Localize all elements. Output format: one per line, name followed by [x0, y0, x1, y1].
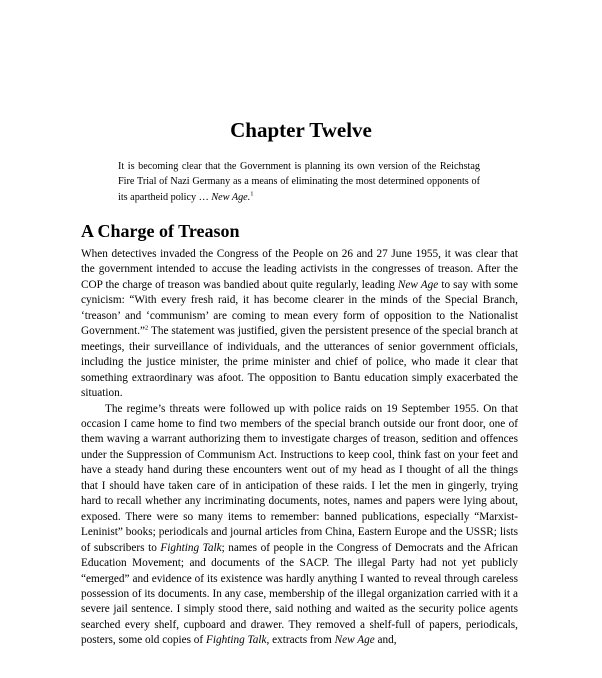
paragraph-1	[81, 247, 518, 402]
paragraph-1-text-c: The statement was justified, given the persistent presence of the special branch at meetings, their surveillance of individuals, and the utterances of senior government officials, including the justice minister, the prime minister and chief of police, who made it clear that something extraordinary was afoot. The opposition to Bantu education simply exacerbated the situation.	[81, 325, 518, 400]
paragraph-2-text-a: The regime’s threats were followed up with police raids on 19 September 1955. On that occasion I came home to find two members of the special branch outside our front door, one of them waving a warrant authorizing them to investigate charges of treason, sedition and offences under the Suppression of Communism Act. Instructions to keep cool, think fast on your feet and have a steady hand during these encounters went out of my head as I thought of all the things that I should have taken care of in anticipation of these raids. I let the men in gingerly, trying hard to recall whether any incriminating documents, notes, names and papers were lying about, exposed. There were so many items to remember: banned publications, especially “Marxist-Leninist” books; periodicals and journal articles from China, Eastern Europe and the USSR; lists of subscribers to	[81, 402, 518, 554]
footnote-marker-1: 1	[250, 190, 254, 198]
publication-title: Fighting Talk	[205, 634, 267, 647]
paragraph-1-text-b: to say with some cynicism: “With every fresh raid, it has become clearer in the minds of the Special Branch, ‘treason’ and ‘communism’ are coming to mean every form of opposition to the Nationalist Government.”	[81, 278, 518, 338]
publication-title: New Age	[334, 634, 375, 647]
epigraph-source: New Age.	[211, 191, 251, 203]
publication-title: New Age	[397, 278, 439, 291]
paragraph-2	[81, 402, 518, 649]
footnote-marker-2: 2	[145, 324, 149, 332]
epigraph	[118, 159, 480, 205]
paragraph-2-text-d: and,	[374, 634, 397, 647]
body-text	[81, 247, 518, 649]
publication-title: Fighting Talk	[160, 541, 222, 554]
section-title: A Charge of Treason	[81, 221, 240, 241]
paragraph-1-text-a: When detectives invaded the Congress of the People on 26 and 27 June 1955, it was clear that the government intended to accuse the leading activists in the congresses of treason. After the COP the charge of treason was bandied about quite regularly, leading	[81, 248, 518, 291]
paragraph-2-text-c: , extracts from	[266, 634, 335, 647]
paragraph-2-text-b: ; names of people in the Congress of Democrats and the African Education Movement; and documents of the SACP. The illegal Party had not yet publicly “emerged” and evidence of its existence was hardly anything I wanted to reveal through careless possession of its documents. In any case, membership of the illegal organization carried with it a severe jail sentence. I simply stood there, said nothing and waited as the security police agents searched every shelf, cupboard and drawer. They removed a shelf-full of papers, periodicals, posters, some old copies of	[81, 541, 518, 647]
epigraph-text: It is becoming clear that the Government is planning its own version of the Reichstag Fire Trial of Nazi Germany as a means of eliminating the most determined opponents of its apartheid policy …	[118, 161, 480, 203]
chapter-title: Chapter Twelve	[230, 118, 372, 142]
